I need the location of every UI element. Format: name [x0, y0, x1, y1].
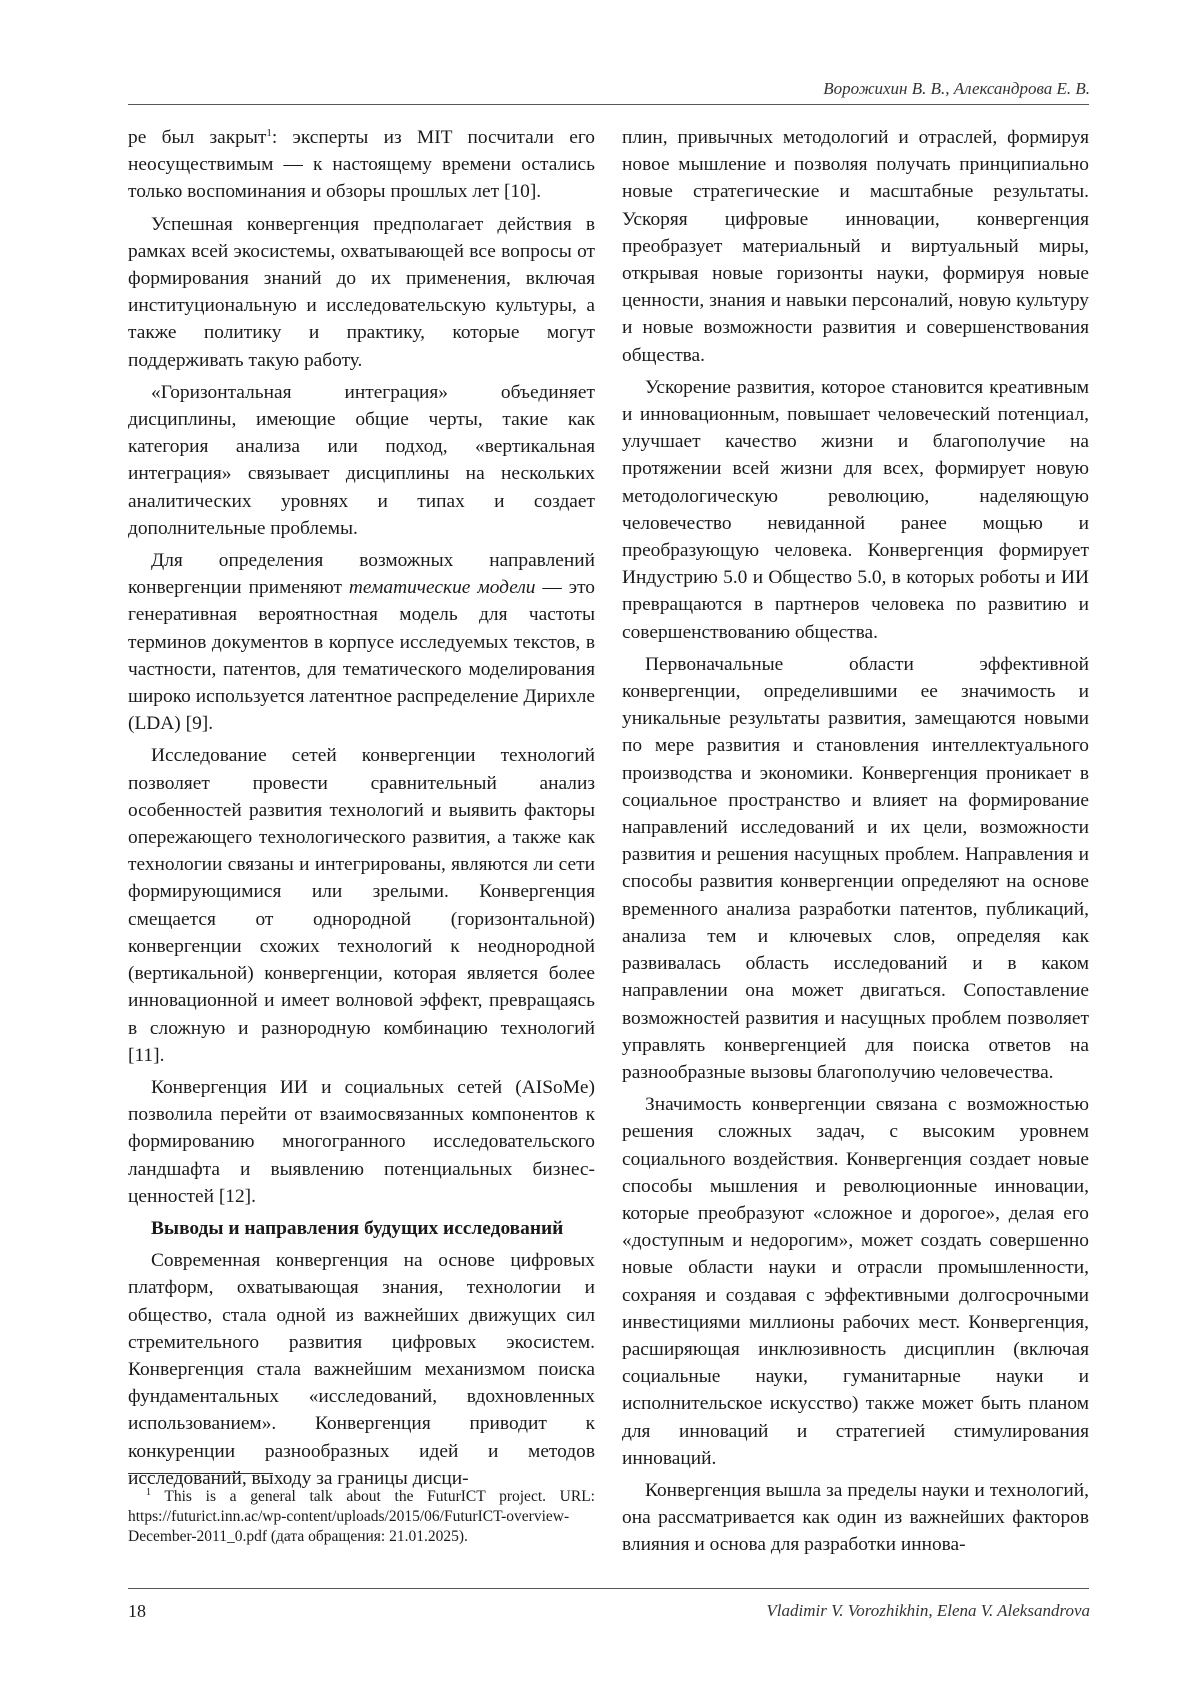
- left-column: [128, 124, 595, 1497]
- paragraph: Конвергенция вышла за пределы науки и технологий, она рассматривается как один из важнейших факторов влияния и основа для разработки иннова-: [622, 1479, 1089, 1556]
- header-rule: [128, 104, 1089, 105]
- paragraph: Современная конвергенция на основе цифровых платформ, охватывающая знания, технологии и общество, стала одной из важнейших движущих сил стремительного развития цифровых экосистем. Конвергенция стала важнейшим механизмом поиска фундаментальных «исследований, вдохновленных использованием». Конвергенция приводит к конкуренции разнообразных идей и методов исследований, выходу за границы дисци-: [128, 1250, 595, 1489]
- paragraph: Ускорение развития, которое становится креативным и инновационным, повышает человеческий потенциал, улучшает качество жизни и благополучие на протяжении всей жизни для всех, формирует новую методологическую революцию, наделяющую человечество невиданной ранее мощью и преобразующую человека. Конвергенция формирует Индустрию 5.0 и Общество 5.0, в которых роботы и ИИ превращаются в партнеров человека по развитию и совершенствованию общества.: [622, 376, 1089, 643]
- paragraph: плин, привычных методологий и отраслей, формируя новое мышление и позволяя получать принципиально новые стратегические и масштабные результаты. Ускоряя цифровые инновации, конвергенция преобразует материальный и виртуальный миры, открывая новые горизонты науки, формируя новые ценности, знания и навыки персоналий, новую культуру и новые возможности развития и совершенствования общества.: [622, 127, 1089, 366]
- running-footer: Vladimir V. Vorozhikhin, Elena V. Aleksandrova: [766, 1601, 1090, 1620]
- footnote-text: This is a general talk about the FuturICT project. URL: https://futurict.inn.ac/wp-content/uploads/2015/06/FuturICT-overview-December-2011_0.pdf (дата обращения: 21.01.2025).: [128, 1488, 595, 1545]
- paragraph: Исследование сетей конвергенции технологий позволяет провести сравнительный анализ особенностей развития технологий и выявить факторы опережающего технологического развития, а также как технологии связаны и интегрированы, являются ли сети формирующимися или зрелыми. Конвергенция смещается от однородной (горизонтальной) конвергенции схожих технологий к неоднородной (вертикальной) конвергенции, которая является более инновационной и имеет волновой эффект, превращаясь в сложную и разнородную комбинацию технологий [11].: [128, 745, 595, 1066]
- paragraph: Конвергенция ИИ и социальных сетей (AISoMe) позволила перейти от взаимосвязанных компонентов к формированию многогранного исследовательского ландшафта и выявлению потенциальных бизнес-ценностей [12].: [128, 1076, 595, 1207]
- footer-rule: [128, 1588, 1089, 1589]
- paragraph: [128, 124, 595, 206]
- paragraph: Успешная конвергенция предполагает действия в рамках всей экосистемы, охватывающей все вопросы от формирования знаний до их применения, включая институциональную и исследовательскую культуры, а также политику и практику, которые могут поддерживать такую работу.: [128, 213, 595, 371]
- paragraph-text: ре был закрыт: [128, 127, 267, 148]
- section-heading: Выводы и направления будущих исследований: [151, 1217, 564, 1239]
- footnote-reference: 1: [266, 127, 272, 139]
- paragraph-text: : эксперты из MIT посчитали его неосуществимым — к настоящему времени остались только воспоминания и обзоры прошлых лет [10].: [128, 127, 595, 203]
- running-header: Ворожихин В. В., Александрова Е. В.: [823, 79, 1090, 98]
- paragraph: [128, 547, 595, 737]
- footnote: [128, 1487, 595, 1547]
- paragraph: Значимость конвергенции связана с возможностью решения сложных задач, с высоким уровнем социального воздействия. Конвергенция создает новые способы мышления и революционные инновации, которые преобразуют «сложное и дорогое», делая его «доступным и недорогим», может создать совершенно новые области науки и отрасли промышленности, сохраняя и создавая с эффективными долгосрочными инвестициями миллионы рабочих мест. Конвергенция, расширяющая инклюзивность дисциплин (включая социальные науки, гуманитарные науки и исполнительское искусство) также может быть планом для инноваций и стратегией стимулирования инноваций.: [622, 1094, 1089, 1469]
- paragraph: Первоначальные области эффективной конвергенции, определившими ее значимость и уникальные результаты развития, замещаются новыми по мере развития и становления интеллектуального производства и экономики. Конвергенция проникает в социальное пространство и влияет на формирование направлений исследований и их цели, возможности развития и решения насущных проблем. Направления и способы развития конвергенции определяют на основе временного анализа разработки патентов, публикаций, анализа тем и ключевых слов, определяя как развивалась область исследований и в каком направлении она может двигаться. Сопоставление возможностей развития и насущных проблем позволяет управлять конвергенцией для поиска ответов на разнообразные вызовы благополучию человечества.: [622, 653, 1089, 1083]
- paragraph: «Горизонтальная интеграция» объединяет дисциплины, имеющие общие черты, такие как категория анализа или подход, «вертикальная интеграция» связывает дисциплины на нескольких аналитических уровнях и типах и создает дополнительные проблемы.: [128, 381, 595, 539]
- paragraph-text: — это генеративная вероятностная модель для частоты терминов документов в корпусе исследуемых текстов, в частности, патентов, для тематического моделирования широко используется латентное распределение Дирихле (LDA) [9].: [128, 577, 595, 735]
- page-number: 18: [128, 1601, 146, 1621]
- footnote-marker: 1: [146, 1487, 151, 1498]
- footnote-rule: [128, 1473, 273, 1474]
- emphasized-term: тематические модели: [348, 577, 536, 599]
- right-column: [622, 124, 1089, 1564]
- paragraph-text: Для определения возможных направлений конвергенции применяют: [128, 550, 595, 599]
